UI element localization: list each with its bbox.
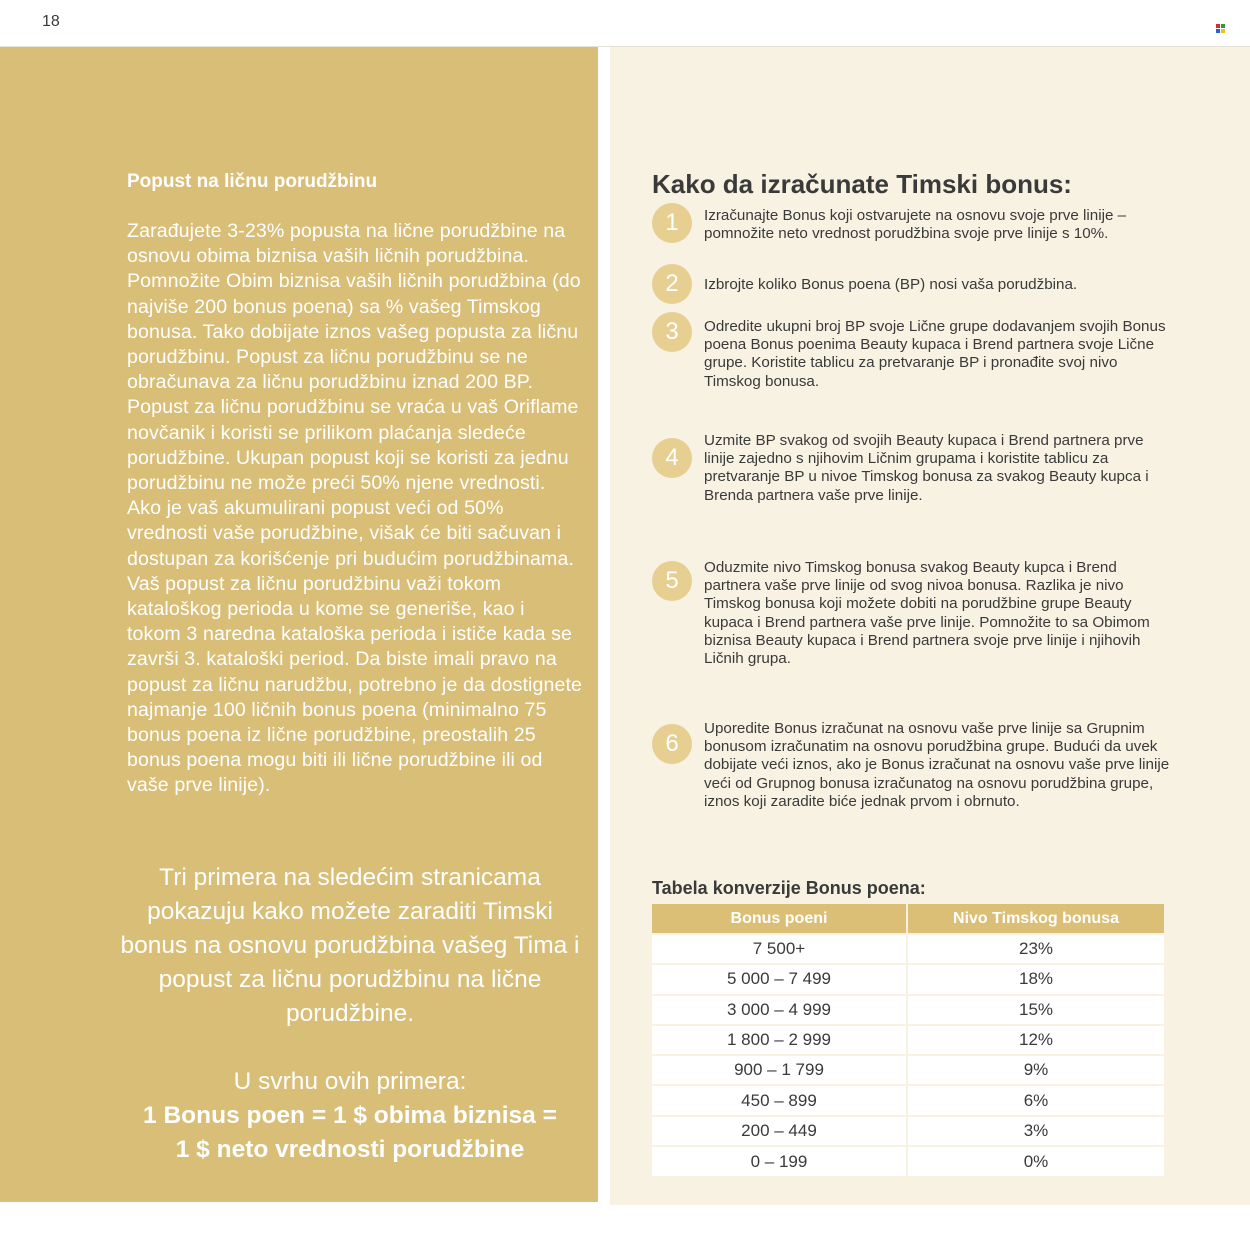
bonus-formula (120, 1099, 580, 1167)
bonus-level-cell: 9% (907, 1055, 1164, 1085)
table-row (652, 1116, 1164, 1146)
step-number-badge: 6 (652, 724, 692, 764)
table-row (652, 934, 1164, 964)
team-bonus-title: Kako da izračunate Timski bonus: (652, 169, 1072, 199)
step-text: Oduzmite nivo Timskog bonusa svakog Beauty kupca i Brend partnera vaše prve linije od svog nivoa bonusa. Razlika je nivo Timskog bonusa koji možete dobiti na porudžbine grupe Beauty kupaca i Brend partnera vaše prve linije. Pomnožite to sa Obimom biznisa Beauty kupaca i Brend partnera svoje prve linije i njihovih Ličnih grupa. (704, 559, 1150, 668)
step-text: Odredite ukupni broj BP svoje Lične grupe dodavanjem svojih Bonus poena Bonus poenima Beauty kupaca i Brend partnera svoje Lične grupe. Koristite tablicu za pretvaranje BP i pronađite svoj nivo Timskog bonusa. (704, 318, 1166, 390)
personal-discount-heading: Popust na ličnu porudžbinu (127, 171, 378, 192)
team-bonus-panel (610, 47, 1250, 1205)
step-number-badge: 5 (652, 561, 692, 601)
column-header-bonus-points: Bonus poeni (652, 904, 907, 934)
examples-note: Tri primera na sledećim stranicama pokazuju kako možete zaraditi Timski bonus na osnovu porudžbina vašeg Tima i popust za ličnu porudžbinu na lične porudžbine. (120, 864, 580, 1027)
bonus-points-cell: 3 000 – 4 999 (652, 995, 907, 1025)
conversion-table (652, 904, 1164, 1176)
table-row (652, 1025, 1164, 1055)
table-row (652, 1055, 1164, 1085)
column-header-bonus-level: Nivo Timskog bonusa (907, 904, 1164, 934)
bonus-points-cell: 1 800 – 2 999 (652, 1025, 907, 1055)
step-number-badge: 2 (652, 264, 692, 304)
step-text: Uporedite Bonus izračunat na osnovu vaše prve linije sa Grupnim bonusom izračunatim na osnovu porudžbina grupe. Budući da uvek dobijate veći iznos, ako je Bonus izračunat na osnovu vaše prve linije veći od Grupnog bonusa izračunatog na osnovu porudžbina grupe, iznos koji zaradite biće jednak prvom i obrnuto. (704, 720, 1170, 810)
table-header-row (652, 904, 1164, 934)
bonus-points-cell: 450 – 899 (652, 1085, 907, 1115)
bonus-level-cell: 18% (907, 964, 1164, 994)
step-text: Uzmite BP svakog od svojih Beauty kupaca i Brend partnera prve linije zajedno s njihovim Ličnim grupama i koristite tablicu za pretvaranje BP u nivoe Timskog bonusa za svakog Beauty kupca i Brenda partnera vaše prve linije. (704, 432, 1149, 504)
examples-purpose: U svrhu ovih primera: (233, 1068, 467, 1095)
bonus-points-cell: 7 500+ (652, 934, 907, 964)
bonus-level-cell: 6% (907, 1085, 1164, 1115)
bonus-points-cell: 900 – 1 799 (652, 1055, 907, 1085)
corner-color-mark-icon (1216, 24, 1225, 33)
bonus-level-cell: 3% (907, 1116, 1164, 1146)
bonus-points-cell: 5 000 – 7 499 (652, 964, 907, 994)
bonus-level-cell: 12% (907, 1025, 1164, 1055)
step-number-badge: 4 (652, 438, 692, 478)
step-number-badge: 3 (652, 312, 692, 352)
bonus-level-cell: 23% (907, 934, 1164, 964)
step-text: Izračunajte Bonus koji ostvarujete na osnovu svoje prve linije – pomnožite neto vrednost porudžbina svoje prve linije s 10%. (704, 207, 1127, 243)
table-row (652, 995, 1164, 1025)
table-row (652, 964, 1164, 994)
bonus-formula-line-2: 1 $ neto vrednosti porudžbine (175, 1136, 525, 1163)
bonus-formula-line-1: 1 Bonus poen = 1 $ obima biznisa = (143, 1102, 557, 1129)
bonus-points-cell: 200 – 449 (652, 1116, 907, 1146)
table-row (652, 1146, 1164, 1176)
conversion-table-title: Tabela konverzije Bonus poena: (652, 878, 926, 898)
bonus-points-cell: 0 – 199 (652, 1146, 907, 1176)
table-row (652, 1085, 1164, 1115)
bonus-level-cell: 0% (907, 1146, 1164, 1176)
step-number-badge: 1 (652, 203, 692, 243)
personal-discount-body: Zarađujete 3-23% popusta na lične porudžbine na osnovu obima biznisa vaših ličnih porudžbina. Pomnožite Obim biznisa vaših ličnih porudžbina (do najviše 200 bonus poena) sa % vašeg Timskog bonusa. Tako dobijate iznos vašeg popusta za ličnu porudžbinu. Popust za ličnu porudžbinu se ne obračunava za ličnu porudžbinu iznad 200 BP. Popust za ličnu porudžbinu se vraća u vaš Oriflame novčanik i koristi se prilikom plaćanja sledeće porudžbine. Ukupan popust koji se koristi za jednu porudžbinu ne može preći 50% njene vrednosti. Ako je vaš akumulirani popust veći od 50% vrednosti vaše porudžbine, višak će biti sačuvan i dostupan za korišćenje pri budućim porudžbinama. Vaš popust za ličnu porudžbinu važi tokom kataloškog perioda u kome se generiše, kao i tokom 3 naredna kataloška perioda i ističe kada se završi 3. kataloški period. Da biste imali pravo na popust za ličnu narudžbu, potrebno je da dostignete najmanje 100 ličnih bonus poena (minimalno 75 bonus poena iz lične porudžbine, preostalih 25 bonus poena mogu biti ili lične porudžbine ili od vaše prve linije). (127, 220, 582, 797)
personal-discount-panel (0, 47, 598, 1202)
bonus-level-cell: 15% (907, 995, 1164, 1025)
page-number: 18 (42, 13, 60, 30)
step-text: Izbrojte koliko Bonus poena (BP) nosi vaša porudžbina. (704, 276, 1078, 293)
